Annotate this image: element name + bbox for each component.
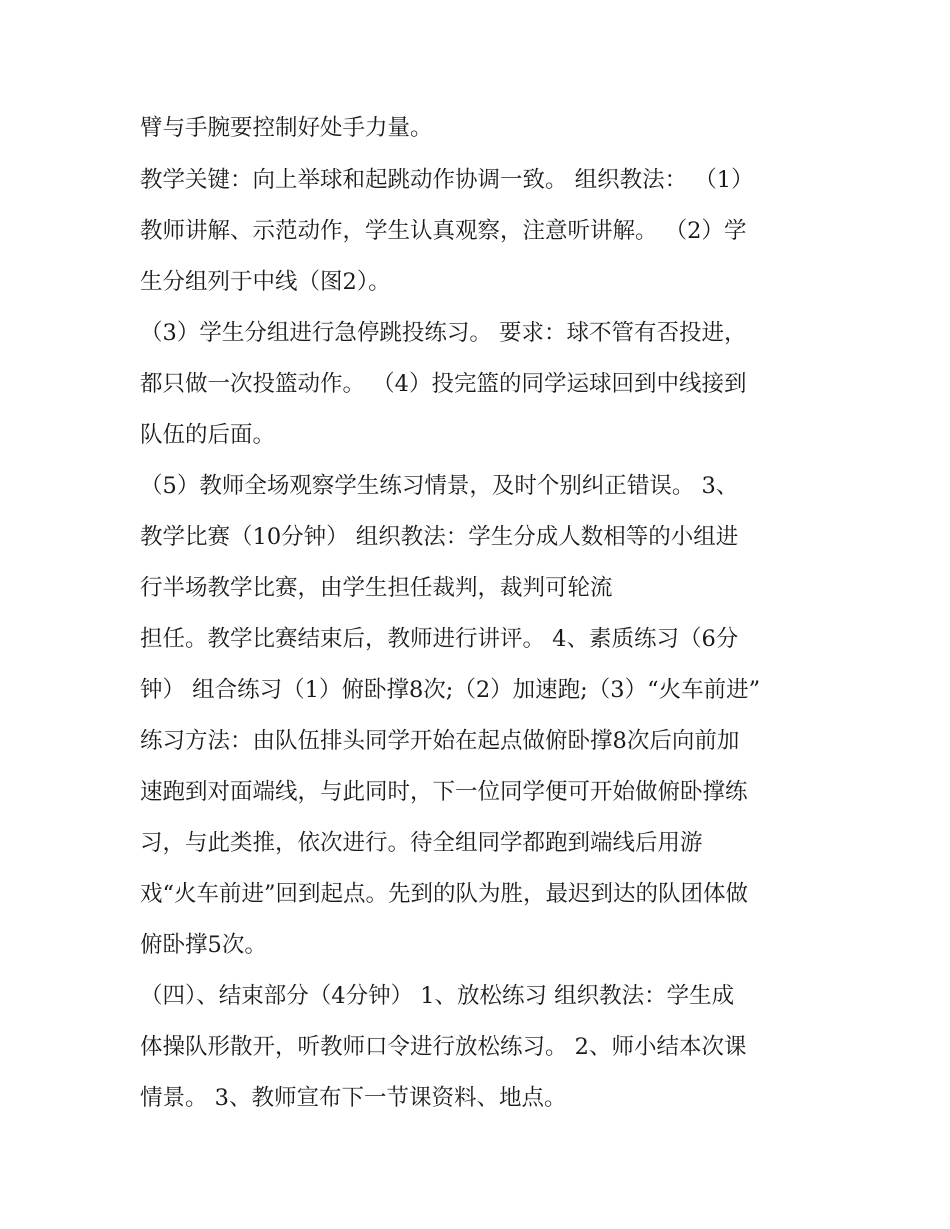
text-line: 生分组列于中线（图2）。	[140, 269, 391, 295]
text-line: 行半场教学比赛，由学生担任裁判，裁判可轮流	[140, 575, 613, 601]
text-line: 体操队形散开，听教师口令进行放松练习。 2、师小结本次课	[140, 1034, 747, 1060]
text-line: 速跑到对面端线，与此同时，下一位同学便可开始做俯卧撑练	[140, 779, 748, 805]
text-line: 教学比赛（10分钟） 组织教法：学生分成人数相等的小组进	[140, 524, 739, 550]
text-line: 臂与手腕要控制好处手力量。	[140, 115, 433, 141]
text-line: 习，与此类推，依次进行。待全组同学都跑到端线后用游	[140, 830, 703, 856]
text-line: 教师讲解、示范动作，学生认真观察，注意听讲解。 （2）学	[140, 218, 747, 244]
text-line: 钟） 组合练习（1）俯卧撑8次;（2）加速跑;（3）“火车前进”	[140, 677, 761, 703]
text-line: （3）学生分组进行急停跳投练习。 要求：球不管有否投进，	[140, 320, 747, 346]
text-line: （四）、结束部分（4分钟） 1、放松练习 组织教法：学生成	[140, 983, 735, 1009]
text-line: 戏“火车前进”回到起点。先到的队为胜，最迟到达的队团体做	[140, 881, 749, 907]
text-line: 都只做一次投篮动作。 （4）投完篮的同学运球回到中线接到	[140, 371, 747, 397]
text-line: 担任。教学比赛结束后，教师进行讲评。 4、素质练习（6分	[140, 626, 739, 652]
text-line: 队伍的后面。	[140, 422, 276, 448]
text-line: 俯卧撑5次。	[140, 932, 267, 958]
text-line: 练习方法：由队伍排头同学开始在起点做俯卧撑8次后向前加	[140, 728, 740, 754]
text-line: 情景。 3、教师宣布下一节课资料、地点。	[140, 1085, 567, 1111]
text-line: （5）教师全场观察学生练习情景，及时个别纠正错误。 3、	[140, 473, 739, 499]
text-line: 教学关键：向上举球和起跳动作协调一致。 组织教法： （1）	[140, 167, 754, 193]
